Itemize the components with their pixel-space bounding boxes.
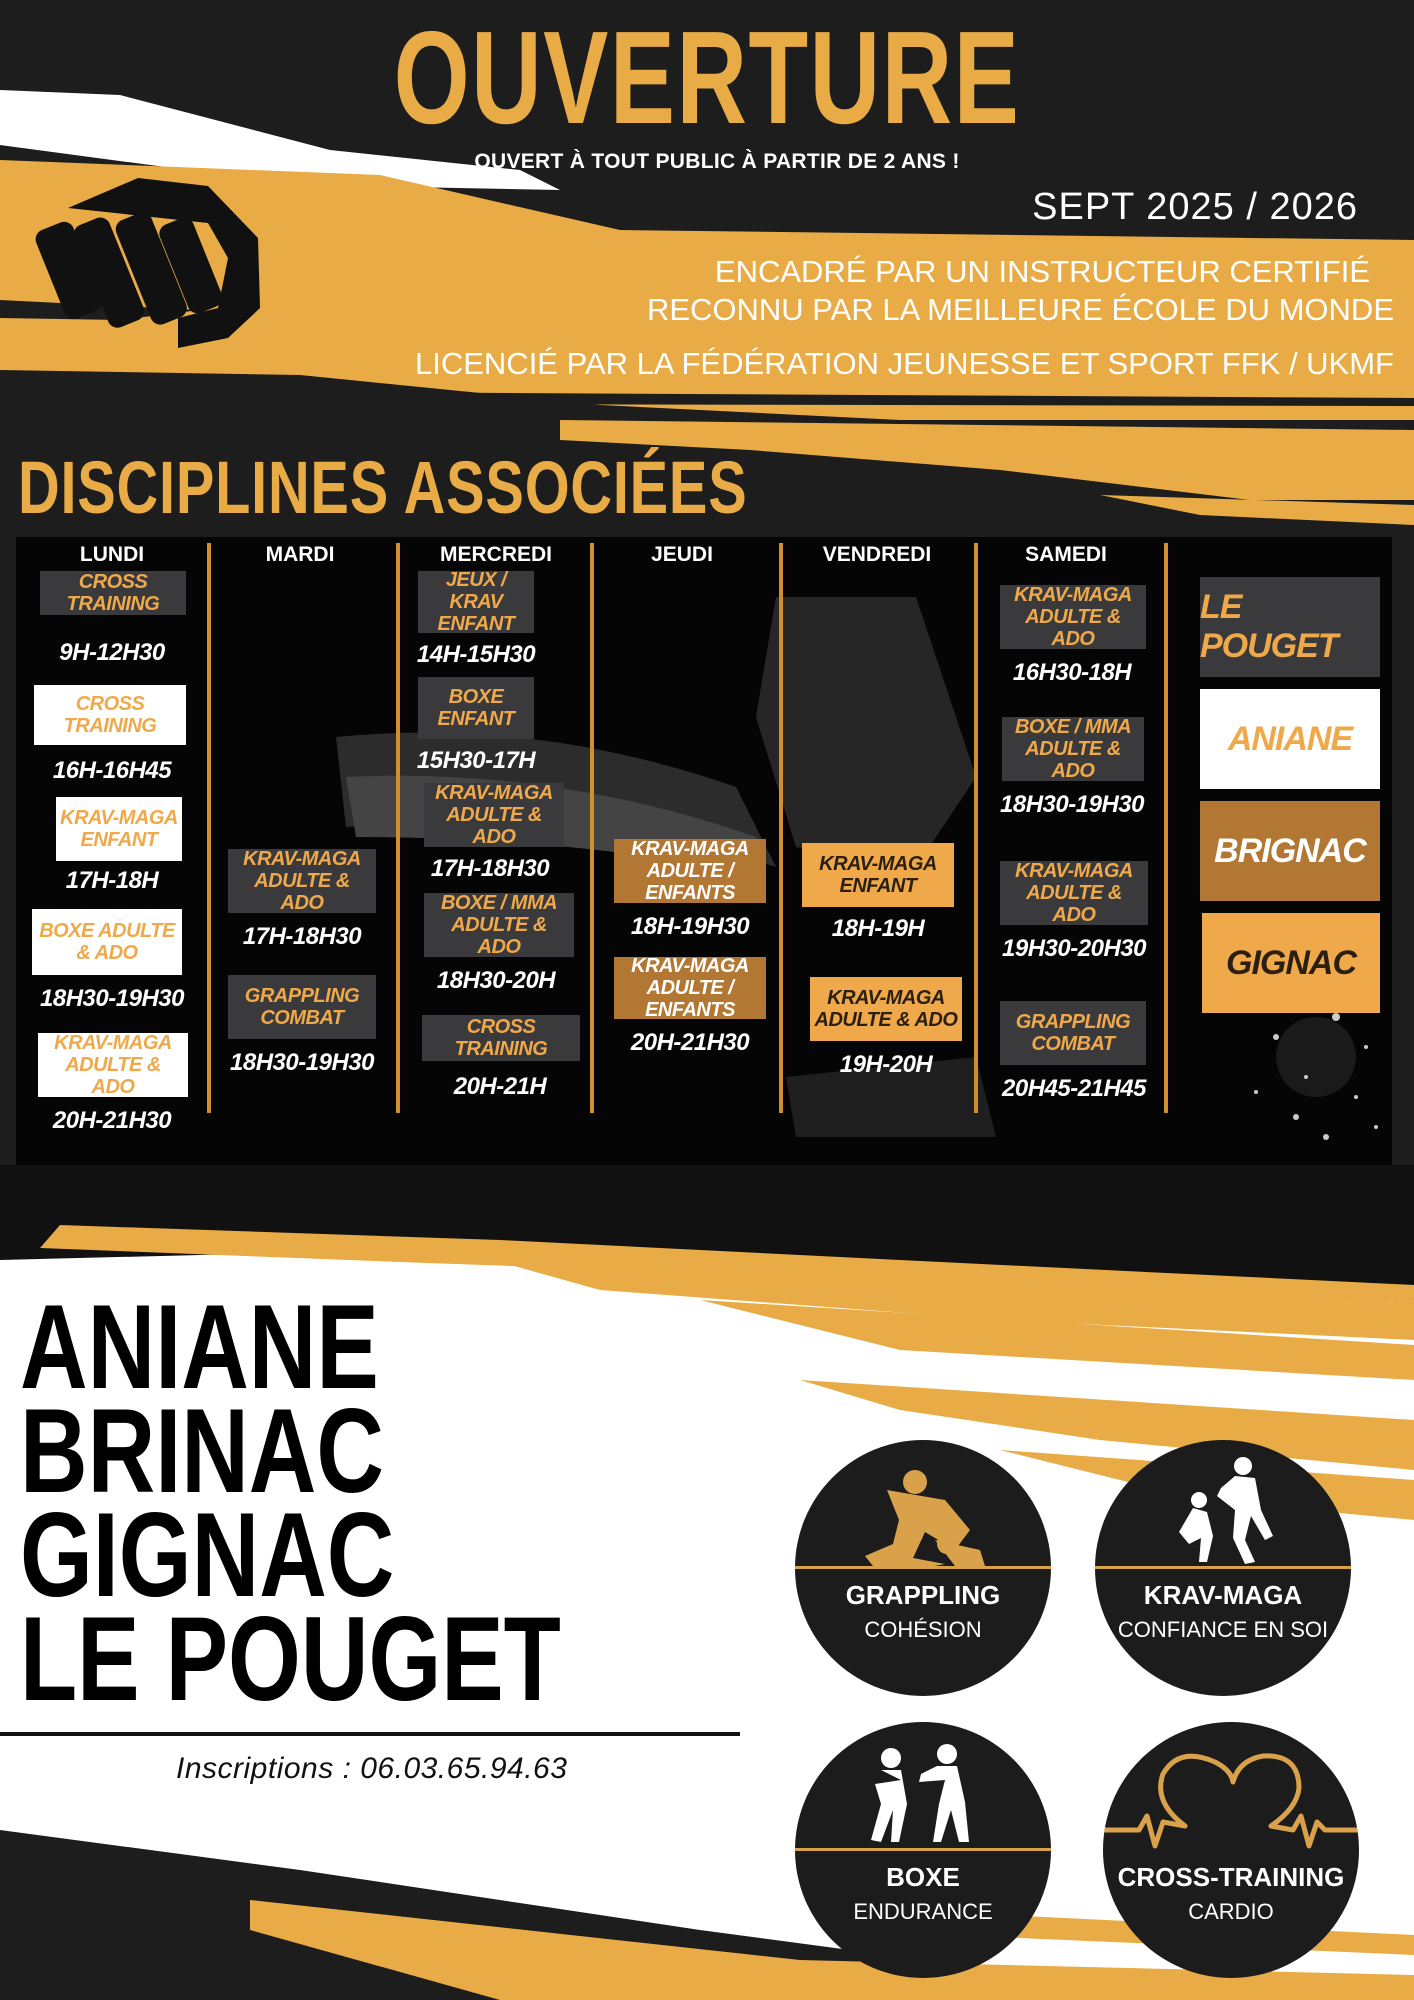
day-header-vendredi: VENDREDI bbox=[822, 543, 932, 566]
class-time: 20H45-21H45 bbox=[1002, 1075, 1146, 1102]
column-separator bbox=[590, 543, 594, 1113]
class-label: BOXE ADULTE & ADO bbox=[32, 909, 182, 975]
class-label: KRAV-MAGA ADULTE & ADO bbox=[424, 783, 564, 847]
day-header-mardi: MARDI bbox=[265, 543, 335, 566]
class-time: 18H30-19H30 bbox=[230, 1049, 374, 1076]
class-label: KRAV-MAGA ADULTE & ADO bbox=[38, 1033, 188, 1097]
inscriptions-phone: Inscriptions : 06.03.65.94.63 bbox=[176, 1752, 568, 1785]
column-separator bbox=[396, 543, 400, 1113]
column-separator bbox=[207, 543, 211, 1113]
class-time: 18H-19H30 bbox=[630, 913, 750, 940]
class-time: 16H30-18H bbox=[1012, 659, 1132, 686]
class-time: 18H-19H bbox=[831, 915, 925, 942]
class-time: 17H-18H30 bbox=[430, 855, 550, 882]
schedule-board bbox=[16, 537, 1392, 1165]
class-label: JEUX / KRAV ENFANT bbox=[418, 571, 534, 633]
badge-title: CROSS-TRAINING bbox=[1117, 1862, 1345, 1892]
class-label: KRAV-MAGA ADULTE & ADO bbox=[1000, 585, 1146, 649]
badge-boxe bbox=[795, 1722, 1051, 1978]
class-label: CROSS TRAINING bbox=[40, 571, 186, 615]
tagline-certified: ENCADRÉ PAR UN INSTRUCTEUR CERTIFIÉ bbox=[714, 254, 1370, 289]
badge-title: KRAV-MAGA bbox=[1143, 1580, 1303, 1610]
city-gignac: GIGNAC bbox=[20, 1488, 395, 1622]
class-time: 14H-15H30 bbox=[416, 641, 536, 668]
class-label: GRAPPLING COMBAT bbox=[1000, 1001, 1146, 1065]
column-separator bbox=[779, 543, 783, 1113]
class-label: CROSS TRAINING bbox=[422, 1015, 580, 1061]
badge-grappling bbox=[795, 1440, 1051, 1696]
badge-subtitle: CARDIO bbox=[1188, 1899, 1274, 1924]
location-aniane: ANIANE bbox=[1200, 689, 1380, 789]
column-separator bbox=[1164, 543, 1168, 1113]
class-time: 17H-18H bbox=[65, 867, 159, 894]
day-header-mercredi: MERCREDI bbox=[439, 543, 552, 566]
location-le-pouget: LE POUGET bbox=[1200, 577, 1380, 677]
disciplines-title: DISCIPLINES ASSOCIÉES bbox=[18, 446, 748, 529]
location-brignac: BRIGNAC bbox=[1200, 801, 1380, 901]
location-gignac: GIGNAC bbox=[1202, 913, 1380, 1013]
badge-krav-maga bbox=[1095, 1440, 1351, 1696]
class-label: KRAV-MAGA ADULTE / ENFANTS bbox=[614, 957, 766, 1019]
city-aniane: ANIANE bbox=[20, 1280, 379, 1414]
class-time: 20H-21H30 bbox=[52, 1107, 172, 1134]
class-label: KRAV-MAGA ENFANT bbox=[802, 843, 954, 907]
column-separator bbox=[974, 543, 978, 1113]
city-le-pouget: LE POUGET bbox=[20, 1592, 561, 1726]
badge-subtitle: ENDURANCE bbox=[853, 1899, 993, 1924]
badge-subtitle: CONFIANCE EN SOI bbox=[1117, 1617, 1329, 1642]
class-time: 15H30-17H bbox=[416, 747, 536, 774]
divider bbox=[0, 1732, 740, 1736]
class-time: 18H30-19H30 bbox=[1000, 791, 1144, 818]
class-label: BOXE / MMA ADULTE & ADO bbox=[424, 893, 574, 957]
class-time: 19H-20H bbox=[839, 1051, 933, 1078]
subtitle: OUVERT À TOUT PUBLIC À PARTIR DE 2 ANS ! bbox=[474, 150, 960, 173]
class-label: KRAV-MAGA ADULTE / ENFANTS bbox=[614, 839, 766, 903]
class-time: 19H30-20H30 bbox=[1002, 935, 1146, 962]
class-label: KRAV-MAGA ADULTE & ADO bbox=[810, 977, 962, 1041]
tagline-licensed: LICENCIÉ PAR LA FÉDÉRATION JEUNESSE ET SPORT FFK / UKMF bbox=[415, 346, 1394, 381]
class-time: 18H30-20H bbox=[436, 967, 556, 994]
class-label: GRAPPLING COMBAT bbox=[228, 975, 376, 1039]
class-label: CROSS TRAINING bbox=[34, 685, 186, 745]
class-time: 9H-12H30 bbox=[59, 639, 165, 666]
city-brinac: BRINAC bbox=[20, 1384, 384, 1518]
day-header-jeudi: JEUDI bbox=[651, 543, 713, 566]
badge-title: BOXE bbox=[886, 1862, 960, 1892]
badge-cross-training bbox=[1103, 1722, 1359, 1978]
class-time: 20H-21H bbox=[453, 1073, 547, 1100]
badge-title: GRAPPLING bbox=[845, 1580, 1001, 1610]
page-title: OUVERTURE bbox=[393, 4, 1021, 151]
class-label: KRAV-MAGA ENFANT bbox=[56, 797, 182, 861]
day-header-lundi: LUNDI bbox=[79, 543, 145, 566]
day-header-samedi: SAMEDI bbox=[1025, 543, 1107, 566]
season-label: SEPT 2025 / 2026 bbox=[1032, 186, 1358, 228]
class-label: BOXE ENFANT bbox=[418, 677, 534, 739]
class-time: 17H-18H30 bbox=[242, 923, 362, 950]
badge-subtitle: COHÉSION bbox=[864, 1617, 982, 1642]
tagline-recognized: RECONNU PAR LA MEILLEURE ÉCOLE DU MONDE bbox=[646, 292, 1394, 327]
class-time: 20H-21H30 bbox=[630, 1029, 750, 1056]
class-time: 16H-16H45 bbox=[52, 757, 172, 784]
class-label: BOXE / MMA ADULTE & ADO bbox=[1002, 717, 1144, 781]
class-time: 18H30-19H30 bbox=[40, 985, 184, 1012]
class-label: KRAV-MAGA ADULTE & ADO bbox=[1000, 861, 1148, 925]
heartbeat-icon bbox=[1103, 1722, 1359, 1978]
fist-icon bbox=[28, 168, 268, 358]
class-label: KRAV-MAGA ADULTE & ADO bbox=[228, 849, 376, 913]
